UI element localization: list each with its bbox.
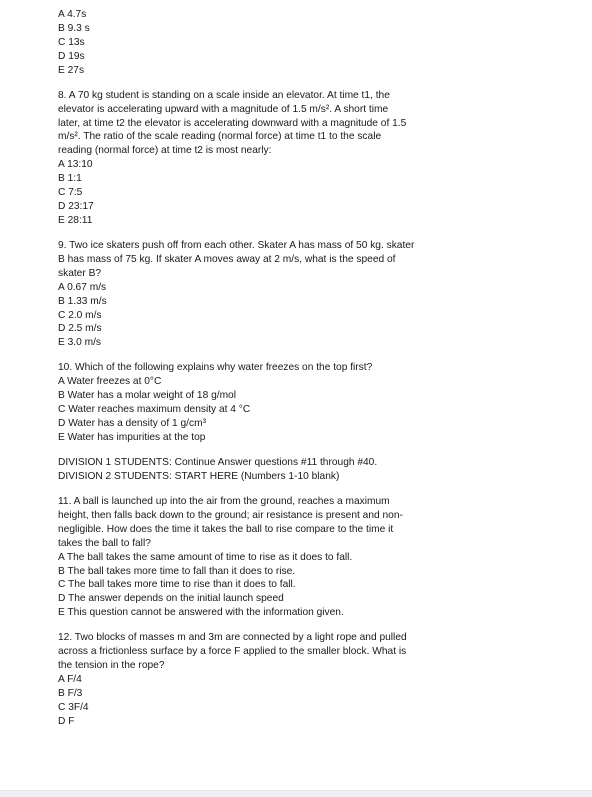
- question-12: [58, 631, 458, 728]
- question-stem-line: the tension in the rope?: [58, 660, 165, 672]
- answer-option: D The answer depends on the initial launch speed: [58, 593, 284, 605]
- division-note: DIVISION 2 STUDENTS: START HERE (Numbers 1-10 blank): [58, 470, 340, 482]
- question-11: [58, 495, 458, 620]
- answer-option: B 9.3 s: [58, 22, 90, 34]
- question-stem-line: 12. Two blocks of masses m and 3m are connected by a light rope and pulled: [58, 632, 407, 644]
- answer-option: C 2.0 m/s: [58, 309, 102, 321]
- answer-option: B Water has a molar weight of 18 g/mol: [58, 390, 236, 402]
- question-stem-line: skater B?: [58, 267, 102, 279]
- question-stem-line: takes the ball to fall?: [58, 537, 151, 549]
- answer-option: B F/3: [58, 688, 83, 699]
- answer-option: D F: [58, 715, 75, 727]
- answer-option: C 13s: [58, 36, 85, 48]
- answer-option: C The ball takes more time to rise than it does to fall.: [58, 579, 296, 591]
- answer-option: E This question cannot be answered with the information given.: [58, 607, 344, 619]
- question-stem-line: elevator is accelerating upward with a magnitude of 1.5 m/s². A short time: [58, 103, 389, 115]
- answer-option: C Water reaches maximum density at 4 °C: [58, 404, 251, 416]
- question-8: [58, 89, 458, 228]
- question-stem-line: later, at time t2 the elevator is accelerating downward with a magnitude of 1.5: [58, 117, 407, 129]
- question-stem-line: 9. Two ice skaters push off from each other. Skater A has mass of 50 kg. skater: [58, 239, 415, 251]
- answer-option: A Water freezes at 0°C: [58, 376, 162, 388]
- answer-option: D Water has a density of 1 g/cm³: [58, 418, 206, 430]
- answer-option: A The ball takes the same amount of time to rise as it does to fall.: [58, 551, 353, 563]
- answer-option: A F/4: [58, 674, 82, 686]
- answer-option: E 27s: [58, 64, 85, 76]
- document-body: [58, 8, 458, 729]
- question-stem-line: negligible. How does the time it takes the ball to rise compare to the time it: [58, 523, 394, 535]
- question-stem-line: B has mass of 75 kg. If skater A moves away at 2 m/s, what is the speed of: [58, 253, 396, 265]
- answer-option: A 13:10: [58, 159, 93, 171]
- answer-option: C 3F/4: [58, 701, 89, 713]
- question-stem-line: 10. Which of the following explains why water freezes on the top first?: [58, 362, 373, 374]
- question-10: [58, 361, 458, 444]
- division-note: DIVISION 1 STUDENTS: Continue Answer questions #11 through #40.: [58, 457, 378, 469]
- answer-option: B 1.33 m/s: [58, 295, 107, 307]
- question-7-options: [58, 8, 458, 78]
- answer-option: A 0.67 m/s: [58, 281, 107, 293]
- answer-option: C 7:5: [58, 187, 83, 199]
- answer-option: D 2.5 m/s: [58, 323, 102, 335]
- division-instructions: [58, 456, 458, 484]
- question-stem-line: reading (normal force) at time t2 is most nearly:: [58, 145, 272, 157]
- answer-option: D 19s: [58, 50, 85, 62]
- question-stem-line: 11. A ball is launched up into the air from the ground, reaches a maximum: [58, 496, 390, 508]
- answer-option: E 3.0 m/s: [58, 337, 102, 349]
- answer-option: B The ball takes more time to fall than it does to rise.: [58, 565, 296, 577]
- question-9: [58, 239, 458, 350]
- question-stem-line: height, then falls back down to the ground; air resistance is present and non-: [58, 509, 403, 521]
- answer-option: B 1:1: [58, 173, 82, 185]
- answer-option: D 23:17: [58, 200, 94, 212]
- answer-option: E Water has impurities at the top: [58, 431, 206, 443]
- question-stem-line: m/s². The ratio of the scale reading (normal force) at time t1 to the scale: [58, 131, 382, 143]
- answer-option: A 4.7s: [58, 9, 87, 20]
- question-stem-line: across a frictionless surface by a force F applied to the smaller block. What is: [58, 646, 407, 658]
- answer-option: E 28:11: [58, 214, 93, 226]
- question-stem-line: 8. A 70 kg student is standing on a scale inside an elevator. At time t1, the: [58, 89, 390, 101]
